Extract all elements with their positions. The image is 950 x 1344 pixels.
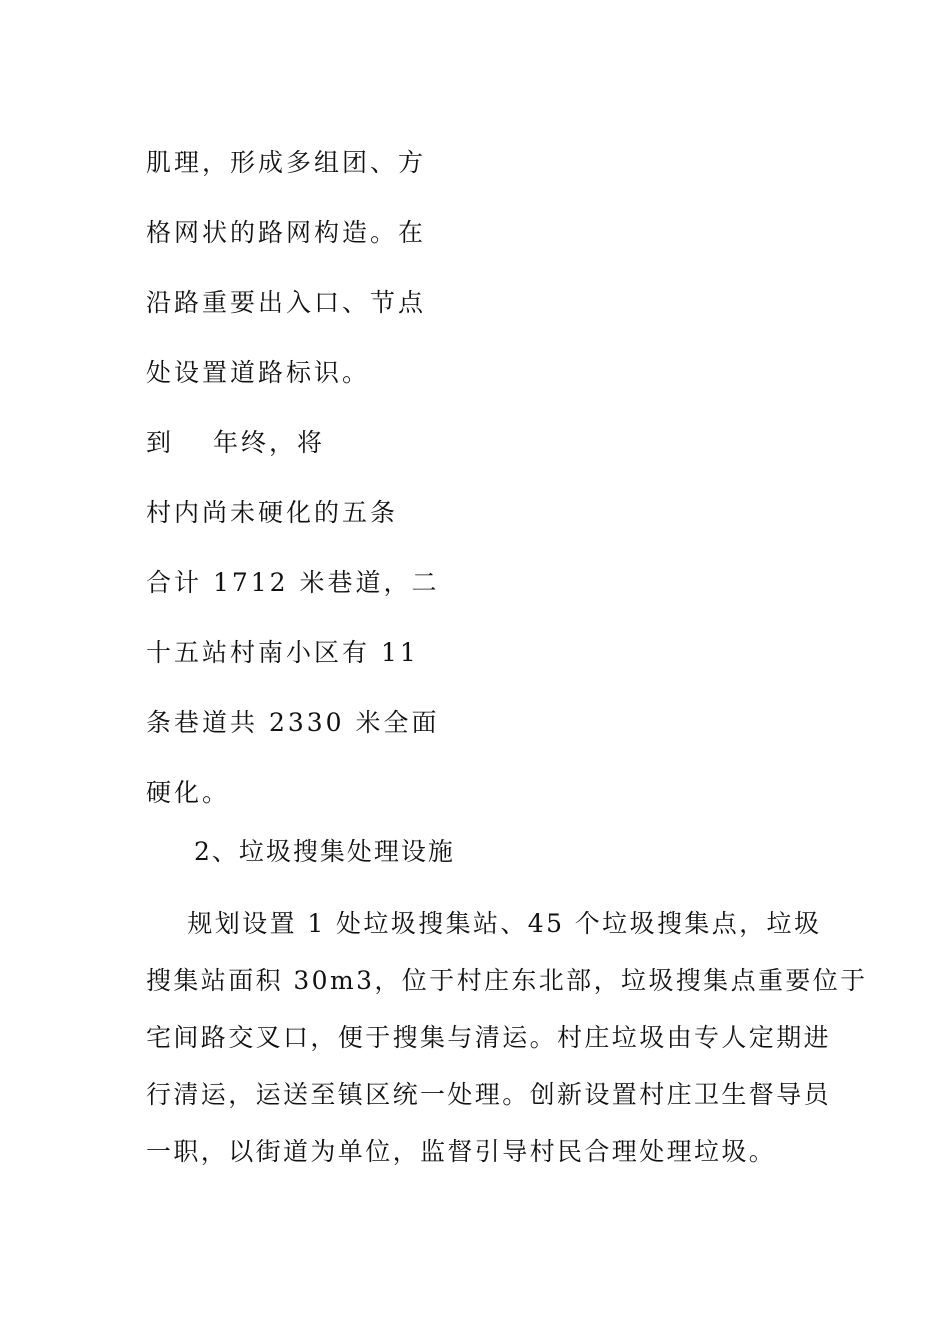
section-heading: 2、垃圾搜集处理设施: [194, 837, 455, 866]
text-line: 村内尚未硬化的五条: [146, 498, 399, 527]
text-line: 硬化。: [146, 778, 231, 807]
text-line: 格网状的路网构造。在: [146, 218, 427, 247]
text-line: 肌理，形成多组团、方: [146, 148, 427, 177]
paragraph-line: 搜集站面积 30m3，位于村庄东北部，垃圾搜集点重要位于: [146, 966, 868, 995]
text-line: 十五站村南小区有 11: [146, 638, 419, 667]
body-paragraph: [146, 895, 868, 1180]
text-line: 合计 1712 米巷道，二: [146, 568, 440, 597]
text-line: 沿路重要出入口、节点: [146, 288, 427, 317]
text-line: 处设置道路标识。: [146, 358, 371, 387]
paragraph-line: 规划设置 1 处垃圾搜集站、45 个垃圾搜集点，垃圾: [146, 909, 822, 938]
paragraph-line: 一职，以街道为单位，监督引导村民合理处理垃圾。: [146, 1137, 777, 1166]
narrow-text-column: [146, 128, 440, 828]
paragraph-line: 宅间路交叉口，便于搜集与清运。村庄垃圾由专人定期进: [146, 1023, 832, 1052]
paragraph-line: 行清运，运送至镇区统一处理。创新设置村庄卫生督导员: [146, 1080, 832, 1109]
text-line: 到 年终，将: [146, 428, 325, 457]
text-line: 条巷道共 2330 米全面: [146, 708, 440, 737]
